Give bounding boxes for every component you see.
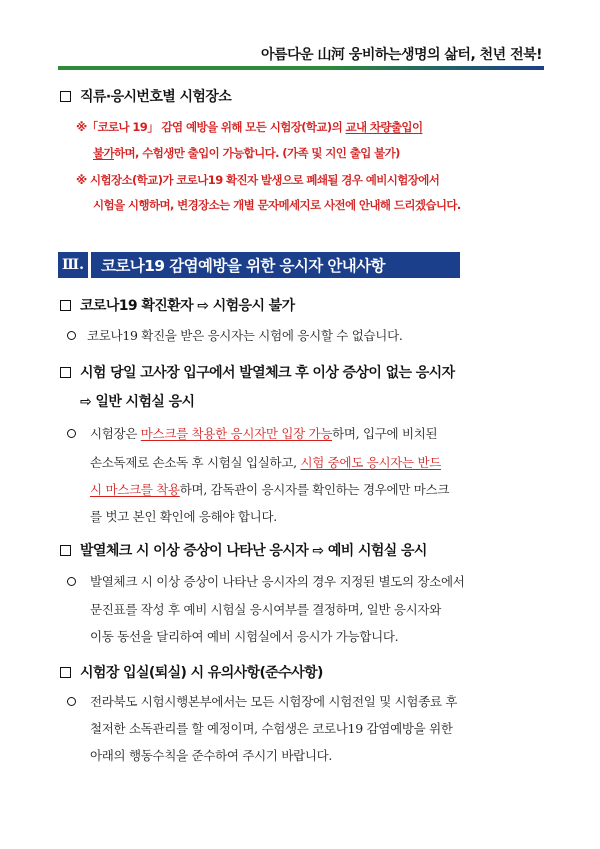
s3-text-2: 문진표를 작성 후 예비 시험실 응시여부를 결정하며, 일반 응시자와 (90, 602, 441, 617)
s4-heading-text: 시험장 입실(퇴실) 시 유의사항(준수사항) (80, 665, 323, 681)
bullet-circle-icon (67, 429, 76, 438)
s4-text-1: 전라북도 시험시행본부에서는 모든 시험장에 시험전일 및 시험종료 후 (90, 694, 458, 709)
venue-note-1 (76, 119, 422, 135)
bullet-circle-icon (67, 697, 76, 706)
checkbox-square-icon (60, 367, 71, 378)
banner-number: Ⅲ. (62, 257, 84, 273)
s2-l3b: 하며, 감독관이 응시자를 확인하는 경우에만 마스크 (179, 482, 450, 497)
venue-heading (60, 86, 231, 106)
s2-l2a: 손소독제로 손소독 후 시험실 입실하고, (90, 455, 301, 470)
s2-l2b: 시험 중에도 응시자는 반드 (300, 455, 441, 470)
s1-text: 코로나19 확진을 받은 응시자는 시험에 응시할 수 없습니다. (87, 328, 403, 343)
s3-text-1: 발열체크 시 이상 증상이 나타난 응시자의 경우 지정된 별도의 장소에서 (90, 574, 465, 589)
bullet-circle-icon (67, 577, 76, 586)
s3-heading-text: 발열체크 시 이상 증상이 나타난 응시자 ⇨ 예비 시험실 응시 (80, 543, 427, 559)
s2-l1a: 시험장은 (90, 426, 141, 441)
s4-text-3: 아래의 행동수칙을 준수하여 주시기 바랍니다. (90, 748, 333, 763)
note1-text-c: 불가 (93, 146, 115, 160)
section-banner (58, 252, 460, 278)
venue-note-1-cont (93, 145, 400, 161)
s2-l1c: 하며, 입구에 비치된 (332, 426, 438, 441)
note1-text-d: 하며, 수험생만 출입이 가능합니다. (가족 및 지인 출입 불가) (114, 146, 400, 160)
checkbox-square-icon (60, 545, 71, 556)
s1-heading-text: 코로나19 확진환자 ⇨ 시험응시 불가 (80, 298, 295, 314)
note1-text-b: 교내 차량출입이 (345, 120, 423, 134)
s3-heading (60, 540, 427, 560)
checkbox-square-icon (60, 667, 71, 678)
venue-note-2-cont: 시험을 시행하며, 변경장소는 개별 문자메세지로 사전에 안내해 드리겠습니다. (93, 198, 461, 212)
checkbox-square-icon (60, 300, 71, 311)
page-slogan: 아름다운 山河 웅비하는생명의 삶터, 천년 전북! (261, 47, 542, 63)
venue-heading-text: 직류·응시번호별 시험장소 (80, 89, 232, 105)
header-rule (58, 66, 544, 70)
s4-text-2: 철저한 소독관리를 할 예정이며, 수험생은 코로나19 감염예방을 위한 (90, 721, 453, 736)
s2-text-1 (90, 424, 437, 442)
checkbox-square-icon (60, 91, 71, 102)
note1-text-a: ※「코로나 19」 감염 예방을 위해 모든 시험장(학교)의 (76, 120, 346, 134)
s2-heading-text: 시험 당일 고사장 입구에서 발열체크 후 이상 증상이 없는 응시자 (80, 365, 455, 381)
s2-l3a: 시 마스크를 착용 (90, 482, 180, 497)
s2-text-3 (90, 480, 449, 498)
venue-note-2: ※ 시험장소(학교)가 코로나19 확진자 발생으로 폐쇄될 경우 예비시험장에서 (76, 173, 440, 187)
s2-heading (60, 362, 455, 382)
s2-l1b: 마스크를 착용한 응시자만 입장 가능 (140, 426, 333, 441)
s4-heading (60, 662, 323, 682)
s2-heading-cont: ⇨ 일반 시험실 응시 (80, 394, 195, 410)
bullet-circle-icon (67, 331, 76, 340)
s3-text-3: 이동 동선을 달리하여 예비 시험실에서 응시가 가능합니다. (90, 629, 399, 644)
s2-text-2 (90, 453, 441, 471)
s2-text-4: 를 벗고 본인 확인에 응해야 합니다. (90, 509, 277, 524)
s1-heading (60, 295, 295, 315)
banner-title: 코로나19 감염예방을 위한 응시자 안내사항 (101, 257, 385, 275)
